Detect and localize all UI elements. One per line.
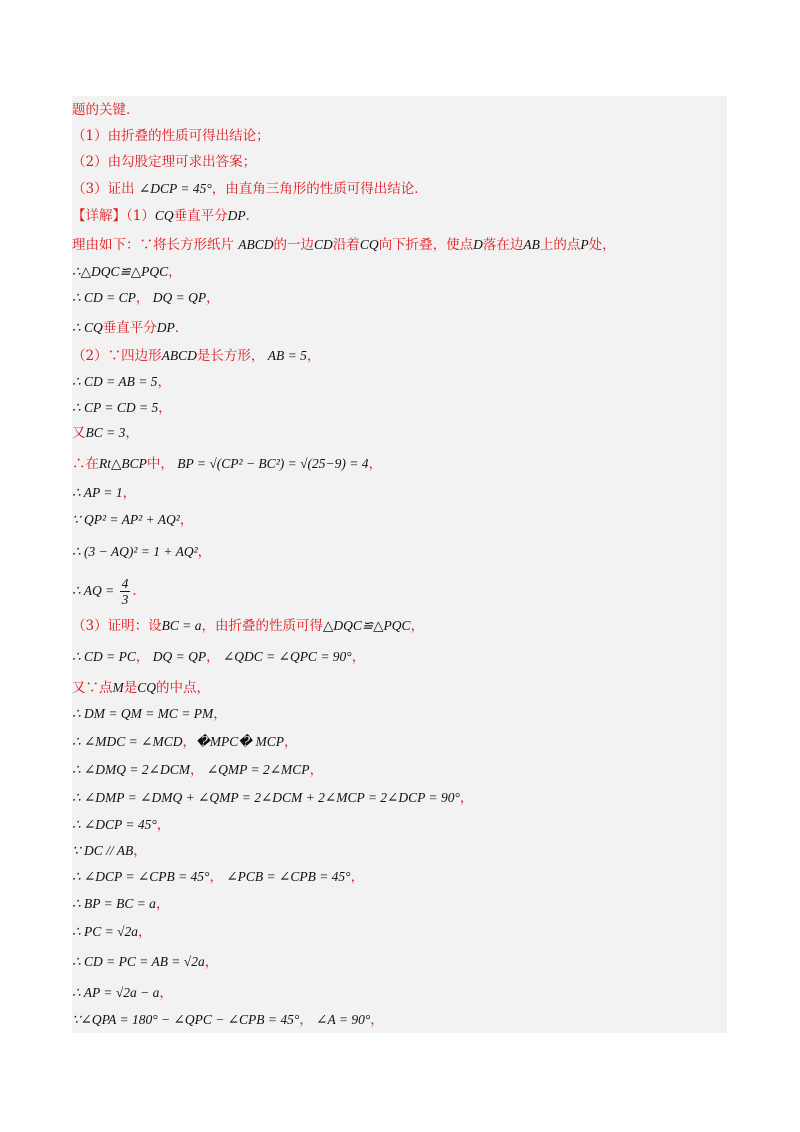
math-expression: ∵ QP² = AP² + AQ² [72,512,180,527]
explanation-text: 又∵点 [72,680,113,696]
explanation-text: 是长方形， [196,348,265,364]
explanation-text: ，由直角三角形的性质可得出结论． [211,181,428,197]
explanation-text: ， [179,512,194,528]
math-expression: ∴ CD = PC = AB = √2a [72,954,205,969]
explanation-text: ， [213,706,227,722]
explanation-text: ， [299,1012,313,1028]
math-expression: DQ = QP [149,290,207,305]
solution-line [72,398,172,418]
solution-line [72,678,210,698]
explanation-text: ， [410,618,425,634]
explanation-text: ， [125,425,139,441]
explanation-text: ， [284,734,298,750]
math-expression: DP [156,320,175,335]
math-expression: ∴ CQ [72,320,103,335]
math-expression: △DQC≌△PQC [322,618,411,633]
explanation-text: ， [157,374,171,390]
math-expression: BC = 3 [85,425,126,440]
solution-line [72,423,139,443]
math-expression: ABCD [238,237,274,252]
math-expression: ∴ CP = CD = 5 [72,400,159,415]
solution-line [72,235,616,255]
math-expression: ∴ ∠MDC = ∠MCD [72,734,183,749]
math-expression: ∴ ∠DCP = 45° [72,817,157,832]
math-expression: AB = 5 [264,348,307,363]
explanation-text: （2）由勾股定理可求出答案； [72,154,257,170]
explanation-text: ， [137,924,152,940]
solution-line [72,542,211,562]
math-expression: M [112,680,124,695]
explanation-text: ， [155,896,170,912]
math-expression: ∴ ∠DCP = ∠CPB = 45° [72,869,210,884]
solution-line [72,262,182,282]
math-expression: ∴ AP = 1 [72,485,123,500]
explanation-text: （3）证明：设 [72,618,162,634]
math-expression: ∠QDC = ∠QPC = 90° [219,649,352,664]
fraction [120,576,131,607]
explanation-text: 中， [146,456,174,472]
math-expression: CD [314,237,333,252]
explanation-text: ， [197,544,212,560]
math-expression: ∴ CD = CP [72,290,136,305]
solution-line [72,867,364,887]
math-expression: �MPC� MCP [195,734,285,749]
math-expression: AB [523,237,540,252]
solution-line [72,288,220,308]
explanation-text: 的一边 [273,237,315,253]
explanation-text: 【详解】（1） [72,208,155,224]
solution-line [72,1010,384,1030]
explanation-text: ， [168,264,182,280]
explanation-text: ， [159,985,173,1001]
explanation-text: 是 [123,680,138,696]
solution-line [72,346,320,366]
math-expression: ∠DCP = 45° [138,181,212,196]
solution-line [72,841,147,861]
solution-line [72,483,136,503]
explanation-text: ， [135,290,150,306]
math-expression: ∴ ∠DMQ = 2∠DCM [72,762,190,777]
explanation-text: ， [209,869,223,885]
solution-line [72,647,365,667]
explanation-text: ， [370,1012,384,1028]
solution-line [72,616,424,636]
explanation-text: ， [158,400,172,416]
math-expression: DQ = QP [149,649,207,664]
math-expression: ∵∠QPA = 180° − ∠QPC − ∠CPB = 45° [72,1012,300,1027]
explanation-text: 向下折叠，使点 [378,237,474,253]
math-expression: BP = √(CP² − BC²) = √(25−9) = 4 [173,456,369,471]
explanation-text: ， [206,290,220,306]
solution-line [72,760,323,780]
solution-line [72,894,169,914]
explanation-text: ， [182,734,196,750]
explanation-text: （3）证出 [72,181,139,197]
explanation-text: ， [135,649,150,665]
solution-line [72,704,227,724]
math-expression: ∠QMP = 2∠MCP [203,762,310,777]
explanation-text: ， [306,348,321,364]
math-expression: ∠PCB = ∠CPB = 45° [222,869,351,884]
solution-line [72,576,146,607]
solution-line [72,179,428,199]
explanation-text: 又 [72,425,86,441]
solution-line [72,510,193,530]
explanation-text: （1）由折叠的性质可得出结论； [72,128,270,144]
explanation-text: 垂直平分 [102,320,157,336]
explanation-text: ， [204,954,219,970]
math-expression: ∴ CD = PC [72,649,136,664]
math-expression: ∴ (3 − AQ)² = 1 + AQ² [72,544,198,559]
math-expression: D [473,237,483,252]
explanation-text: 的中点， [156,680,211,696]
solution-line [72,318,188,338]
math-expression: DP [227,208,246,223]
explanation-text: ． [132,583,146,599]
math-expression: CQ [359,237,379,252]
solution-line [72,788,473,808]
math-expression: ∴ AP = √2a − a [72,985,160,1000]
math-expression: ∴ BP = BC = a [72,896,156,911]
explanation-text: 落在边 [482,237,524,253]
solution-line [72,100,140,120]
solution-line [72,922,151,942]
explanation-text: 沿着 [332,237,360,253]
math-expression: ABCD [161,348,197,363]
solution-line [72,372,171,392]
explanation-text: ， [351,649,366,665]
explanation-text: 题的关键． [72,102,140,118]
math-expression: ∴ CD = AB = 5 [72,374,158,389]
explanation-text: ， [206,649,220,665]
explanation-text: ， [133,843,147,859]
explanation-text: ， [122,485,137,501]
fraction-numerator: 4 [121,576,129,591]
explanation-text: ． [174,320,189,336]
explanation-text: ，由折叠的性质可得 [201,618,323,634]
explanation-text: ， [350,869,365,885]
math-expression: ∴△DQC≌△PQC [72,264,169,279]
explanation-text: ， [368,456,382,472]
fraction-denominator: 3 [121,592,129,607]
explanation-text: 垂直平分 [173,208,228,224]
explanation-text: ， [156,817,171,833]
solution-line [72,815,170,835]
math-expression: ∵ DC // AB [72,843,134,858]
explanation-text: ． [245,208,260,224]
solution-line [72,732,298,752]
explanation-text: ∴在 [72,456,99,472]
math-expression: ∴ PC = √2a [72,924,138,939]
explanation-text: ， [459,790,474,806]
math-expression: CQ [137,680,157,695]
math-expression: CQ [154,208,174,223]
solution-line [72,454,382,474]
solution-line [72,152,256,172]
explanation-text: 上的点 [539,237,581,253]
math-expression: ∴ ∠DMP = ∠DMQ + ∠QMP = 2∠DCM + 2∠MCP = 2∠DCP = 90° [72,790,460,805]
math-expression: Rt△BCP [99,456,147,471]
solution-line [72,952,218,972]
explanation-text: ， [189,762,204,778]
explanation-text: 理由如下：∵将长方形纸片 [72,237,239,253]
explanation-text: ， [309,762,324,778]
explanation-text: （2）∵四边形 [72,348,162,364]
math-expression: P [580,237,589,252]
explanation-text: 处， [588,237,616,253]
math-expression: ∠A = 90° [312,1012,371,1027]
math-expression: ∴ DM = QM = MC = PM [72,706,214,721]
solution-panel [72,96,727,1033]
math-expression: BC = a [161,618,202,633]
solution-line [72,126,270,146]
math-expression: ∴ AQ = [72,583,118,598]
solution-line [72,983,173,1003]
solution-line [72,206,259,226]
